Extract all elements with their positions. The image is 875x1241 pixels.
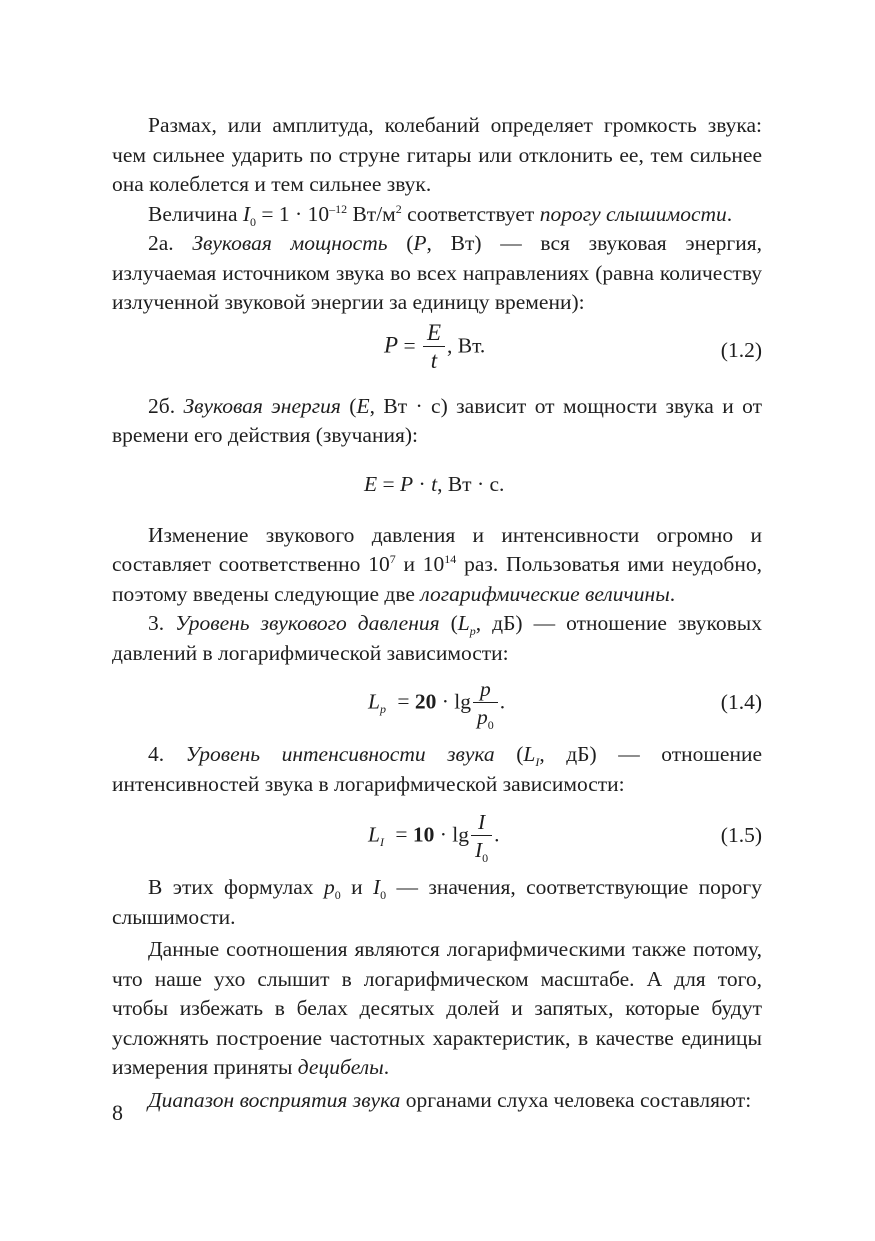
- equation-label: (1.4): [720, 690, 762, 714]
- formula-1-2: P = $\frac{E}{t}$ , Вт. (1.2): [384, 319, 762, 373]
- paragraph-threshold: Величина $I_0 = 1 \cdot 10^{-12}$ $Вт/м^2$ соответствует порогу слышимости.: [148, 201, 733, 229]
- paragraph-amplitude: Размах, или амплитуда, колебаний определяет громкость звука: чем сильнее ударить по струне гитары или отклонить ее, тем сильнее она колеблется и тем сильнее звук.: [112, 113, 762, 196]
- paragraph-pressure-level: 3. Уровень звукового давления ($L_p$, дБ) — отношение звуковых давлений в логарифмической зависимости:: [112, 611, 762, 665]
- equation-label: (1.5): [720, 823, 762, 847]
- paragraph-intensity-level: 4. Уровень интенсивности звука ($L_I$, дБ) — отношение интенсивностей звука в логарифмической зависимости:: [112, 742, 763, 796]
- page-body: [112, 111, 762, 1115]
- paragraph-sound-power: 2а. Звуковая мощность (P, Вт) — вся звуковая энергия, излучаемая источником звука во всех направлениях (равна количеству излученной звуковой энергии за единицу времени):: [112, 231, 762, 314]
- paragraph-hearing-range: Диапазон восприятия звука органами слуха человека составляют:: [148, 1087, 752, 1112]
- page-number: 8: [112, 1100, 123, 1125]
- paragraph-log-intro: Изменение звукового давления и интенсивности огромно и составляет соответственно $10^7$ и $10^{14}$ раз. Пользоватья ими неудобно, поэтому введены следующие две логарифмические величины.: [112, 522, 762, 606]
- formula-energy: E = P · t, Вт · с.: [364, 471, 505, 496]
- equation-label: (1.2): [720, 337, 762, 362]
- paragraph-sound-energy: 2б. Звуковая энергия (E, Вт · с) зависит от мощности звука и от времени его действия (звучания):: [112, 393, 762, 447]
- paragraph-formula-notes: В этих формулах $p_0$ и $I_0$ — значения, соответствующие порогу слышимости.: [112, 875, 763, 929]
- paragraph-decibels: Данные соотношения являются логарифмическими также потому, что наше ухо слышит в логарифмическом масштабе. А для того, чтобы избежать в белах десятых долей и запятых, которые будут усложнять построение частотных характеристик, в качестве единицы измерения приняты децибелы.: [112, 937, 762, 1079]
- formula-1-5: $L_I = 10 \cdot \lg$ $\frac{I}{I_0}$ . (1.5): [368, 810, 762, 865]
- formula-1-4: $L_p = 20 \cdot \lg$ $\frac{p}{p_0}$ . (1.4): [368, 677, 762, 732]
